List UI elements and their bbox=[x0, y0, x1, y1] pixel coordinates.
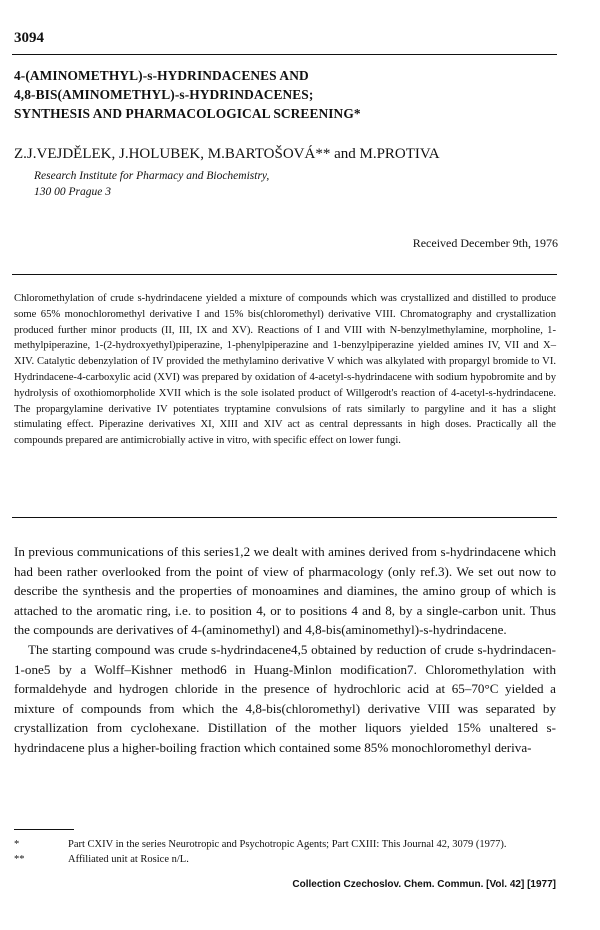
header-rule bbox=[12, 54, 557, 55]
received-date: Received December 9th, 1976 bbox=[412, 236, 558, 250]
footnote-text: Part CXIV in the series Neurotropic and Psychotropic Agents; Part CXIII: This Journal 42, 3079 (1977). bbox=[68, 839, 507, 850]
journal-citation: Collection Czechoslov. Chem. Commun. [Vol. 42] [1977] bbox=[292, 879, 556, 890]
body-paragraph-2: The starting compound was crude s-hydrindacene4,5 obtained by reduction of crude s-hydrindacen-1-one5 by a Wolff–Kishner method6 in Huang-Minlon modification7. Chloromethylation with formaldehyde and hydrogen chloride in the presence of hydrochloric acid at 65–70°C yielded a mixture of compounds from which the 4,8-bis(chloromethyl) derivative VIII was separated by crystallization from cyclohexane. Distillation of the mother liquors yielded 15% unaltered s-hydrindacene plus a higher-boiling fraction which contained some 85% monochloromethyl deriva- bbox=[14, 641, 556, 755]
body-paragraph-1: In previous communications of this series1,2 we dealt with amines derived from s-hydrindacene which had been rather overlooked from the point of view of pharmacology (only ref.3). We set out now to describe the synthesis and the properties of monoamines and diamines, the amino group of which is attached to the aromatic ring, i.e. to position 4, or to positions 4 and 8, by a single-carbon unit. Thus the compounds are derivatives of 4-(aminomethyl) and 4,8-bis(aminomethyl)-s-hydrindacene. bbox=[14, 544, 556, 638]
title-line-2: 4,8-BIS(AMINOMETHYL)-s-HYDRINDACENES; bbox=[14, 87, 314, 102]
footnote-2 bbox=[14, 852, 559, 867]
abstract: Chloromethylation of crude s-hydrindacene yielded a mixture of compounds which was crystallized and distilled to produce some 65% monochloromethyl derivative I and 15% bis(chloromethyl) derivative VIII. Chromatography and crystallization produced further minor products (II, III, IX and XV). Reactions of I and VIII with N-benzylmethylamine, morpholine, 1-methylpiperazine, 1-(2-hydroxyethyl)piperazine, 1-phenylpiperazine and 1-benzylpiperazine yielded amines IV, VII and X–XIV. Catalytic debenzylation of IV provided the methylamino derivative V which was alkylated with propargyl bromide to VI. Hydrindacene-4-carboxylic acid (XVI) was prepared by oxidation of 4-acetyl-s-hydrindacene with sodium hypobromite and by hydrolysis of oxothiomorpholide XVII which is the sole isolated product of Willgerodt's reaction of 4-acetyl-s-hydrindacene. The propargylamine derivative IV potentiates tryptamine convulsions of rats similarly to pargyline and it has a slight stimulating effect. Piperazine derivatives XI, XIII and XIV act as central depressants in high doses. Practically all the compounds prepared are antimicrobially active in vitro, with specific effect on lower fungi. bbox=[14, 293, 556, 447]
footnote-mark: * bbox=[14, 839, 20, 850]
abstract-top-rule bbox=[12, 274, 557, 275]
footnote-mark: ** bbox=[14, 854, 25, 865]
article-title bbox=[14, 66, 559, 123]
affiliation-line-1: Research Institute for Pharmacy and Biochemistry, bbox=[34, 170, 270, 182]
title-line-3: SYNTHESIS AND PHARMACOLOGICAL SCREENING* bbox=[14, 106, 361, 121]
affiliation-line-2: 130 00 Prague 3 bbox=[34, 186, 111, 198]
page-number: 3094 bbox=[14, 30, 44, 46]
title-line-1: 4-(AMINOMETHYL)-s-HYDRINDACENES AND bbox=[14, 68, 309, 83]
affiliation bbox=[34, 168, 554, 200]
footnote-text: Affiliated unit at Rosice n/L. bbox=[68, 854, 189, 865]
author-list: Z.J.VEJDĚLEK, J.HOLUBEK, M.BARTOŠOVÁ** and M.PROTIVA bbox=[14, 146, 440, 162]
abstract-bottom-rule bbox=[12, 517, 557, 518]
footnote-rule bbox=[14, 829, 74, 830]
body-text bbox=[14, 542, 556, 758]
footnotes bbox=[14, 837, 559, 867]
footnote-1 bbox=[14, 837, 559, 852]
